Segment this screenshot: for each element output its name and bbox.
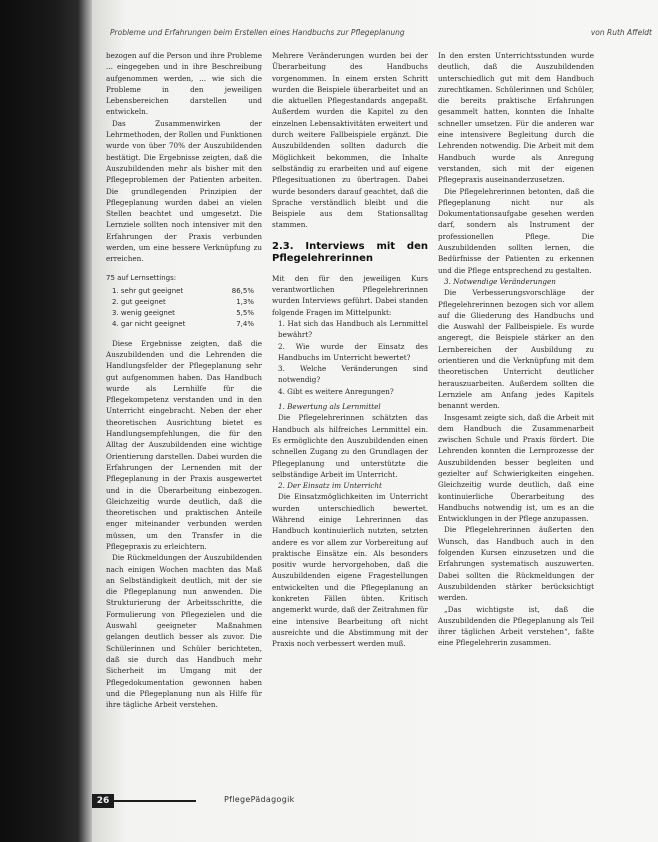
sub-heading: 1. Bewertung als Lernmittel: [278, 402, 381, 412]
scan-gutter: [0, 0, 92, 842]
paragraph: Mehrere Veränderungen wurden bei der Überarbeitung des Handbuchs vorgenommen. In einem ersten Schritt wurden die Beispiele überarbeitet und an die aktuellen Pflegestandards angepaßt. Außerdem wurden die Kapitel zu den einzelnen Lebensaktivitäten erweitert und durch weitere Fallbeispiele ergänzt. Die Auszubildenden sollten dadurch die Möglichkeit bekommen, die Inhalte selbständig zu erarbeiten und auf eigene Pflegesituationen zu übertragen. Dabei wurde besonders darauf geachtet, daß die Sprache verständlich bleibt und die Beispiele aus dem Stationsalltag stammen.: [272, 51, 428, 230]
running-head-author: von Ruth Affeldt: [590, 28, 652, 37]
paragraph: Die Einsatzmöglichkeiten im Unterricht wurden unterschiedlich bewertet. Während einige Lehrerinnen das Handbuch kontinuierlich nutzten, setzten andere es vor allem zur Vorbereitung auf praktische Einsätze ein. Als besonders positiv wurde hervorgehoben, daß die Auszubildenden eigene Fragestellungen entwickelten und die Pflegeplanung an konkreten Fällen übten. Kritisch angemerkt wurde, daß der Zeitrahmen für eine intensive Bearbeitung oft nicht ausreichte und die Abstimmung mit der Praxis noch verbessert werden muß.: [272, 492, 428, 649]
paragraph: Die Rückmeldungen der Auszubildenden nach einigen Wochen machten das Maß an Selbständigkeit deutlich, mit der sie die Pflegeplanung nun anwenden. Die Strukturierung der Arbeitsschritte, die Formulierung von Pflegezielen und die Auswahl geeigneter Maßnahmen gelangen deutlich besser als zuvor. Die Schülerinnen und Schüler berichteten, daß sie durch das Handbuch mehr Sicherheit im Umgang mit der Pflegedokumentation gewonnen haben und die Pflegeplanung nun als Hilfe für ihre tägliche Arbeit verstehen.: [106, 553, 262, 710]
paragraph: Mit den für den jeweiligen Kurs verantwortlichen Pflegelehrerinnen wurden Interviews geführt. Dabei standen folgende Fragen im Mittelpunkt:: [272, 273, 428, 317]
paragraph: Insgesamt zeigte sich, daß die Arbeit mit dem Handbuch die Zusammenarbeit zwischen Schule und Praxis fördert. Die Lehrenden konnten die Lernprozesse der Auszubildenden besser begleiten und gezielter auf Schwierigkeiten eingehen. Gleichzeitig wurde deutlich, daß eine kontinuierliche Überarbeitung des Handbuchs notwendig ist, um es an die Entwicklungen in der Pflege anzupassen.: [438, 412, 594, 524]
journal-name: PflegePädagogik: [224, 795, 295, 804]
running-head-title: Probleme und Erfahrungen beim Erstellen eines Handbuchs zur Pflegeplanung: [110, 28, 405, 37]
paragraph: Die Pflegelehrerinnen äußerten den Wunsch, das Handbuch auch in den folgenden Kursen einzusetzen und die Erfahrungen systematisch auszuwerten. Dabei sollten die Rückmeldungen der Auszubildenden stärker berücksichtigt werden.: [438, 525, 594, 603]
survey-result-label: 1. sehr gut geeignet: [112, 286, 184, 295]
survey-result-row: [106, 308, 262, 319]
survey-result-value: 86,5%: [231, 286, 254, 295]
list-item: 3. Welche Veränderungen sind notwendig?: [278, 364, 428, 385]
text-column-1: [106, 50, 262, 770]
survey-results-title: 75 auf Lernsettings:: [106, 273, 177, 282]
paragraph: Die Pflegelehrerinnen betonten, daß die Pflegeplanung nicht nur als Dokumentationsaufgabe gesehen werden darf, sondern als Instrument der professionellen Pflege. Die Auszubildenden sollten lernen, die Bedürfnisse der Patienten zu erkennen und die Pflege entsprechend zu gestalten.: [438, 186, 594, 275]
footer-rule: [114, 800, 196, 802]
text-column-3: [438, 50, 594, 770]
survey-result-label: 4. gar nicht geeignet: [112, 319, 186, 328]
page-number: 26: [92, 794, 114, 808]
page-footer: [92, 794, 658, 814]
survey-result-value: 7,4%: [236, 319, 254, 328]
survey-result-value: 1,3%: [236, 297, 254, 306]
paragraph: In den ersten Unterrichtsstunden wurde deutlich, daß die Auszubildenden unterschiedlich gut mit dem Handbuch zurechtkamen. Schülerinnen und Schüler, die bereits praktische Erfahrungen gesammelt hatten, konnten die Inhalte schneller umsetzen. Für die anderen war eine intensivere Begleitung durch die Lehrenden notwendig. Die Arbeit mit dem Handbuch wurde als Anregung verstanden, sich mit der eigenen Pflegepraxis auseinanderzusetzen.: [438, 51, 594, 185]
survey-result-label: 3. wenig geeignet: [112, 308, 175, 317]
text-column-2: [272, 50, 428, 770]
survey-result-value: 5,5%: [236, 308, 254, 317]
paragraph: Die Verbesserungsvorschläge der Pflegelehrerinnen bezogen sich vor allem auf die Gliederung des Handbuchs und die Auswahl der Fallbeispiele. Es wurde angeregt, die Beispiele stärker an den Lernbereichen der Ausbildung zu orientieren und die Verknüpfung mit dem theoretischen Unterricht deutlicher herauszuarbeiten. Außerdem sollten die Lernziele am Anfang jedes Kapitels benannt werden.: [438, 288, 594, 411]
survey-result-row: [106, 286, 262, 297]
paragraph: „Das wichtigste ist, daß die Auszubildenden die Pflegeplanung als Teil ihrer täglichen Arbeit verstehen“, faßte eine Pflegelehrerin zusammen.: [438, 604, 594, 648]
list-item: 2. Wie wurde der Einsatz des Handbuchs im Unterricht bewertet?: [278, 341, 428, 362]
document-page: [92, 0, 658, 842]
survey-result-row: [106, 319, 262, 330]
paragraph: Diese Ergebnisse zeigten, daß die Auszubildenden und die Lehrenden die Handlungsfelder der Pflegeplanung sehr gut aufgenommen haben. Das Handbuch wurde als Lernhilfe für die Pflegekompetenz verstanden und in den Unterricht eingebracht. Neben der eher theoretischen Ausrichtung bietet es Handlungsempfehlungen, die für den Alltag der Auszubildenden eine wichtige Orientierung darstellen. Dabei wurden die Erfahrungen der Lernenden mit der Pflegeplanung in der Praxis ausgewertet und in die Überarbeitung einbezogen. Gleichzeitig wurde deutlich, daß die theoretischen und praktischen Anteile enger miteinander verbunden werden müssen, um den Transfer in die Pflegepraxis zu erleichtern.: [106, 338, 262, 551]
paragraph: Die Pflegelehrerinnen schätzten das Handbuch als hilfreiches Lernmittel ein. Es ermöglichte den Auszubildenden einen schnellen Zugang zu den Grundlagen der Pflegeplanung und unterstützte die selbständige Arbeit im Unterricht.: [272, 413, 428, 479]
list-item: 4. Gibt es weitere Anregungen?: [278, 386, 394, 396]
survey-result-row: [106, 297, 262, 308]
running-head: [110, 28, 652, 40]
section-heading: 2.3. Interviews mit den Pflegelehrerinnen: [272, 240, 428, 264]
paragraph: bezogen auf die Person und ihre Probleme ... eingegeben und in ihre Beschreibung aufgenommen werden, ... wie sich die Probleme in den jeweiligen Lebensbereichen darstellen und entwickeln.: [106, 51, 262, 117]
list-item: 1. Hat sich das Handbuch als Lernmittel bewährt?: [278, 318, 428, 340]
survey-result-label: 2. gut geeignet: [112, 297, 166, 306]
paragraph: Das Zusammenwirken der Lehrmethoden, der Rollen und Funktionen wurde von über 70% der Auszubildenden bestätigt. Die Ergebnisse zeigten, daß die Auszubildenden mehr als bisher mit den Pflegeproblemen der Patienten arbeiten. Die grundlegenden Prinzipien der Pflegeplanung wurden dabei an vielen Stellen beachtet und umgesetzt. Die Lernziele sollten noch intensiver mit den Erfahrungen der Praxis verbunden werden, um eine bessere Verknüpfung zu erreichen.: [106, 118, 262, 264]
survey-results: [106, 273, 262, 330]
sub-heading: 2. Der Einsatz im Unterricht: [278, 481, 382, 491]
question-list: [272, 318, 428, 397]
sub-heading: 3. Notwendige Veränderungen: [444, 276, 556, 286]
